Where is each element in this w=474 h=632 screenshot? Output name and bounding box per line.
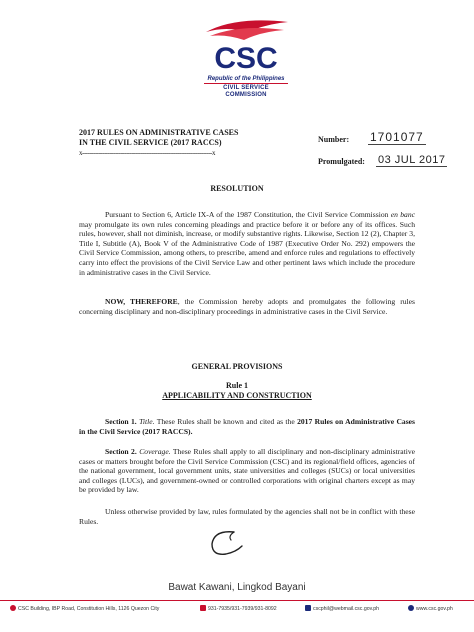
email-icon	[305, 605, 311, 611]
document-title	[79, 128, 309, 158]
footer-phone: 931-7935/931-7939/931-8092	[200, 605, 277, 612]
globe-icon	[408, 605, 414, 611]
location-pin-icon	[10, 605, 16, 611]
paragraph-now-therefore: NOW, THEREFORE, the Commission hereby adopts and promulgates the following rules concerning disciplinary and non-disciplinary proceedings in administrative cases in the Civil Service.	[79, 297, 415, 316]
footer-contact-bar	[0, 600, 474, 615]
number-row	[318, 126, 448, 148]
section-1-heading: Title.	[139, 417, 155, 426]
logo-commission-text: CIVIL SERVICE COMMISSION	[204, 83, 288, 99]
logo-republic-text: Republic of the Philippines	[207, 76, 285, 82]
promulgated-value: 03 JUL 2017	[378, 154, 446, 166]
rule-title: APPLICABILITY AND CONSTRUCTION	[162, 391, 312, 400]
title-separator: x-----------------------------------------------------------------------x	[79, 149, 216, 157]
footer-email[interactable]: cscphil@webmail.csc.gov.ph	[305, 605, 379, 612]
now-therefore-bold: NOW, THEREFORE	[105, 297, 178, 306]
title-line-1: 2017 RULES ON ADMINISTRATIVE CASES	[79, 128, 239, 137]
csc-logo-emblem-icon	[196, 14, 296, 76]
en-banc-italic: en banc	[390, 210, 416, 219]
footer-website[interactable]: www.csc.gov.ph	[408, 605, 453, 612]
promulgated-label: Promulgated:	[318, 157, 365, 166]
footer-address: CSC Building, IBP Road, Constitution Hills, 1126 Quezon City	[10, 605, 159, 612]
resolution-meta	[318, 126, 448, 170]
motto: Bawat Kawani, Lingkod Bayani	[168, 582, 306, 593]
section-1: Section 1. Title. These Rules shall be known and cited as the 2017 Rules on Administrative Cases in the Civil Service (2017 RACCS).	[79, 417, 416, 436]
phone-icon	[200, 605, 206, 611]
section-1-label: Section 1.	[105, 417, 137, 426]
paragraph-pursuant: Pursuant to Section 6, Article IX-A of the 1987 Constitution, the Civil Service Commission en banc may promulgate its own rules concerning pleadings and practice before it or before any of its offices. Such rules, however, shall not diminish, increase, or modify substantive rights. Likewise, Section 12 (2), Chapter 3, Title I, Subtitle (A), Book V of the Administrative Code of 1987 (Executive Order No. 292) empowers the Civil Service Commission, among others, to prescribe, amend and enforce rules and regulations to effectively carry into effect the provisions of the Civil Service Law and other pertinent laws which include the procedure in administrative cases in the Civil Service.	[79, 210, 416, 277]
csc-logo	[196, 14, 296, 96]
general-provisions-heading: GENERAL PROVISIONS	[191, 362, 283, 371]
section-1-citation: 2017 Rules on Administrative Cases in the Civil Service (2017 RACCS).	[79, 417, 416, 436]
promulgated-row	[318, 148, 448, 170]
section-2-label: Section 2.	[105, 447, 137, 456]
number-value: 1701077	[370, 130, 424, 144]
section-2: Section 2. Coverage. These Rules shall apply to all disciplinary and non-disciplinary administrative cases or matters brought before the Civil Service Commission (CSC) and its regional/field offices, agencies of the national government, local government units, state universities and colleges (SUCs) or local universities and colleges (LUCs), and government-owned or controlled corporations with original charters except as may be provided by law.	[79, 447, 416, 495]
paragraph-unless: Unless otherwise provided by law, rules formulated by the agencies shall not be in conflict with these Rules.	[79, 507, 415, 526]
number-label: Number:	[318, 135, 350, 144]
resolution-heading: RESOLUTION	[210, 184, 264, 193]
title-line-2: IN THE CIVIL SERVICE (2017 RACCS)	[79, 138, 222, 147]
section-2-heading: Coverage.	[139, 447, 171, 456]
logo-initials: CSC	[214, 42, 278, 75]
rule-label: Rule 1	[226, 381, 248, 390]
signature-initial-mark	[204, 526, 250, 562]
logo-caption	[196, 76, 296, 99]
